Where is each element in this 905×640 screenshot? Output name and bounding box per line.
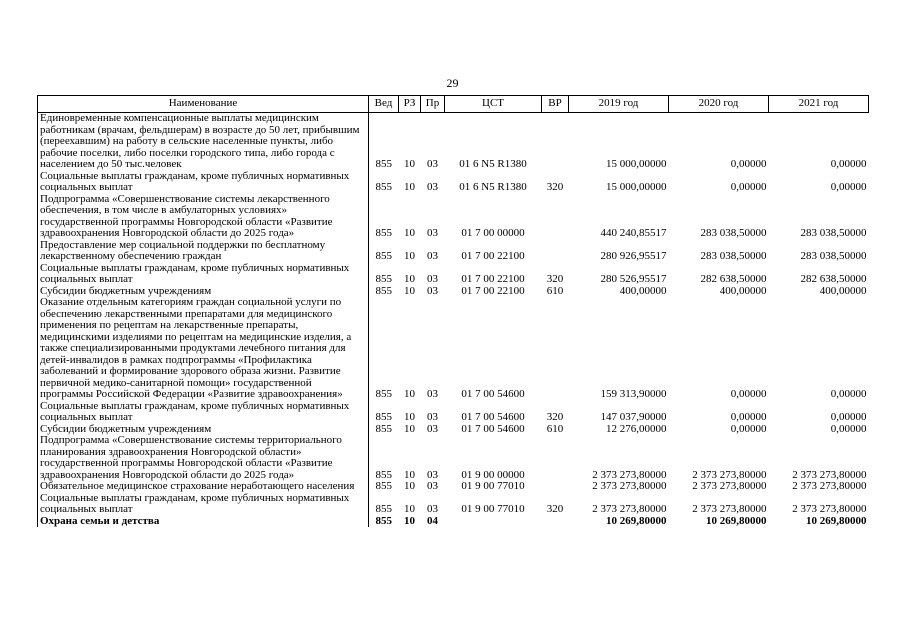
cell-vr: 320 (546, 503, 564, 515)
cell-y2021: 0,00000 (830, 388, 867, 400)
cell-y2019: 2 373 273,80000 (592, 503, 667, 515)
page-number: 29 (446, 76, 459, 90)
cell-y2021: 0,00000 (830, 422, 867, 435)
cell-pr: 03 (427, 411, 438, 423)
table-row (38, 493, 869, 516)
cell-cst (445, 516, 542, 528)
cell-ved: 855 (375, 158, 392, 170)
cell-cst: 01 7 00 22100 (461, 273, 525, 285)
cell-y2019: 400,00000 (619, 284, 667, 297)
cell-y2021: 0,00000 (830, 181, 867, 193)
cell-pr: 03 (427, 284, 438, 297)
cell-name: Социальные выплаты гражданам, кроме публичных нормативных социальных выплат (38, 263, 369, 286)
cell-y2019: 15 000,00000 (606, 181, 667, 193)
cell-name: Социальные выплаты гражданам, кроме публичных нормативных социальных выплат (38, 493, 369, 516)
cell-pr: 03 (427, 468, 438, 481)
cell-name: Обязательное медицинское страхование неработающего населения (38, 481, 369, 493)
cell-ved: 855 (375, 480, 392, 492)
table-row (38, 516, 869, 528)
cell-ved: 855 (375, 514, 392, 527)
column-header-cst: ЦСТ (445, 96, 542, 113)
cell-y2019: 2 373 273,80000 (592, 468, 667, 481)
cell-y2020: 0,00000 (730, 422, 767, 435)
cell-pr: 03 (427, 227, 438, 239)
cell-ved: 855 (375, 468, 392, 481)
cell-rz: 10 (404, 250, 415, 262)
cell-y2021: 283 038,50000 (800, 250, 867, 262)
cell-pr: 03 (427, 422, 438, 435)
cell-y2021: 400,00000 (819, 284, 867, 297)
cell-pr: 03 (427, 181, 438, 193)
cell-ved: 855 (375, 411, 392, 423)
cell-y2019: 159 313,90000 (600, 388, 667, 400)
cell-y2020: 0,00000 (730, 388, 767, 400)
cell-y2021: 2 373 273,80000 (792, 503, 867, 515)
cell-pr: 03 (427, 273, 438, 285)
cell-cst: 01 7 00 54600 (461, 422, 525, 435)
table-row (38, 297, 869, 401)
cell-cst: 01 6 N5 R1380 (459, 158, 527, 170)
cell-y2019: 10 269,80000 (606, 514, 667, 527)
cell-vr (542, 435, 569, 481)
cell-name: Субсидии бюджетным учреждениям (38, 286, 369, 298)
cell-rz: 10 (404, 411, 415, 423)
cell-name: Подпрограмма «Совершенствование системы территориального планирования здравоохранения Новгородской области» государственной программы Новгородской области «Развитие здравоохранения Новгородской области до 2025 года» (38, 435, 369, 481)
cell-cst: 01 7 00 00000 (461, 227, 525, 239)
cell-cst: 01 7 00 54600 (461, 388, 525, 400)
cell-y2019: 280 526,95517 (600, 273, 667, 285)
cell-y2019: 280 926,95517 (600, 250, 667, 262)
cell-cst: 01 9 00 77010 (461, 503, 525, 515)
column-header-pr: Пр (421, 96, 445, 113)
table-row (38, 435, 869, 481)
cell-rz: 10 (404, 503, 415, 515)
cell-y2019: 440 240,85517 (600, 227, 667, 239)
cell-rz: 10 (404, 273, 415, 285)
column-header-name: Наименование (38, 96, 369, 113)
cell-name: Предоставление мер социальной поддержки по бесплатному лекарственному обеспечению граждан (38, 240, 369, 263)
cell-pr: 03 (427, 480, 438, 492)
cell-y2020: 400,00000 (719, 284, 767, 297)
cell-ved: 855 (375, 422, 392, 435)
cell-name: Субсидии бюджетным учреждениям (38, 424, 369, 436)
table-row (38, 481, 869, 493)
cell-ved: 855 (375, 181, 392, 193)
cell-pr: 03 (427, 503, 438, 515)
cell-y2020: 2 373 273,80000 (692, 468, 767, 481)
cell-y2021: 2 373 273,80000 (792, 480, 867, 492)
cell-rz: 10 (404, 468, 415, 481)
cell-rz: 10 (404, 514, 415, 527)
cell-ved: 855 (375, 284, 392, 297)
cell-vr (542, 481, 569, 493)
cell-y2021: 0,00000 (830, 411, 867, 423)
table-row (38, 194, 869, 240)
cell-y2019: 147 037,90000 (600, 411, 667, 423)
cell-y2019: 2 373 273,80000 (592, 480, 667, 492)
cell-cst: 01 9 00 77010 (461, 480, 525, 492)
cell-vr (542, 240, 569, 263)
cell-cst: 01 6 N5 R1380 (459, 181, 527, 193)
cell-name: Единовременные компенсационные выплаты медицинским работникам (врачам, фельдшерам) в возрасте до 50 лет, прибывшим (переехавшим) на работу в сельские населенные пункты, либо рабочие поселки, либо поселки городского типа, либо города с населением до 50 тыс.человек (38, 113, 369, 171)
cell-y2020: 2 373 273,80000 (692, 480, 767, 492)
table-row (38, 401, 869, 424)
cell-rz: 10 (404, 158, 415, 170)
cell-y2020: 0,00000 (730, 158, 767, 170)
cell-ved: 855 (375, 273, 392, 285)
cell-vr (542, 516, 569, 528)
cell-cst: 01 7 00 22100 (461, 250, 525, 262)
cell-pr: 03 (427, 250, 438, 262)
cell-y2019: 15 000,00000 (606, 158, 667, 170)
cell-y2021: 283 038,50000 (800, 227, 867, 239)
cell-rz: 10 (404, 388, 415, 400)
cell-name: Подпрограмма «Совершенствование системы лекарственного обеспечения, в том числе в амбулаторных условиях» государственной программы Новгородской области «Развитие здравоохранения Новгородской области до 2025 года» (38, 194, 369, 240)
cell-rz: 10 (404, 422, 415, 435)
cell-pr: 04 (427, 514, 438, 527)
cell-y2021: 282 638,50000 (800, 273, 867, 285)
cell-name: Охрана семьи и детства (38, 516, 369, 528)
cell-ved: 855 (375, 503, 392, 515)
table-row (38, 113, 869, 171)
cell-name: Социальные выплаты гражданам, кроме публичных нормативных социальных выплат (38, 401, 369, 424)
cell-vr: 320 (546, 411, 564, 423)
cell-y2020: 0,00000 (730, 181, 767, 193)
column-header-vr: ВР (542, 96, 569, 113)
cell-y2020: 10 269,80000 (706, 514, 767, 527)
cell-name: Оказание отдельным категориям граждан социальной услуги по обеспечению лекарственными препаратами для медицинского применения по рецептам на лекарственные препараты, медицинскими изделиями по рецептам на медицинские изделия, а также специализированными продуктами лечебного питания для детей-инвалидов в рамках подпрограммы «Профилактика заболеваний и формирование здорового образа жизни. Развитие первичной медико-санитарной помощи» государственной программы Российской Федерации «Развитие здравоохранения» (38, 297, 369, 401)
cell-name: Социальные выплаты гражданам, кроме публичных нормативных социальных выплат (38, 171, 369, 194)
table-row (38, 171, 869, 194)
cell-y2020: 283 038,50000 (700, 250, 767, 262)
cell-cst: 01 7 00 22100 (461, 284, 525, 297)
budget-table (37, 95, 869, 527)
column-header-ved: Вед (369, 96, 399, 113)
cell-vr: 320 (546, 273, 564, 285)
cell-ved: 855 (375, 388, 392, 400)
cell-y2019: 12 276,00000 (606, 422, 667, 435)
cell-y2021: 0,00000 (830, 158, 867, 170)
cell-vr (542, 194, 569, 240)
cell-y2020: 0,00000 (730, 411, 767, 423)
column-header-2021: 2021 год (769, 96, 869, 113)
cell-y2020: 283 038,50000 (700, 227, 767, 239)
column-header-2019: 2019 год (569, 96, 669, 113)
cell-vr (542, 113, 569, 171)
cell-ved: 855 (375, 227, 392, 239)
cell-rz: 10 (404, 181, 415, 193)
table-header-row (38, 96, 869, 113)
table-row (38, 240, 869, 263)
cell-y2020: 282 638,50000 (700, 273, 767, 285)
cell-pr: 03 (427, 388, 438, 400)
column-header-rz: РЗ (399, 96, 421, 113)
cell-y2021: 2 373 273,80000 (792, 468, 867, 481)
column-header-2020: 2020 год (669, 96, 769, 113)
cell-cst: 01 9 00 00000 (461, 468, 525, 481)
cell-vr: 610 (546, 284, 564, 297)
cell-cst: 01 7 00 54600 (461, 411, 525, 423)
cell-ved: 855 (375, 250, 392, 262)
table-row (38, 263, 869, 286)
cell-vr: 610 (546, 422, 564, 435)
cell-y2020: 2 373 273,80000 (692, 503, 767, 515)
cell-y2021: 10 269,80000 (806, 514, 867, 527)
cell-rz: 10 (404, 284, 415, 297)
cell-vr (542, 297, 569, 401)
cell-pr: 03 (427, 158, 438, 170)
cell-rz: 10 (404, 227, 415, 239)
cell-rz: 10 (404, 480, 415, 492)
cell-vr: 320 (546, 181, 564, 193)
